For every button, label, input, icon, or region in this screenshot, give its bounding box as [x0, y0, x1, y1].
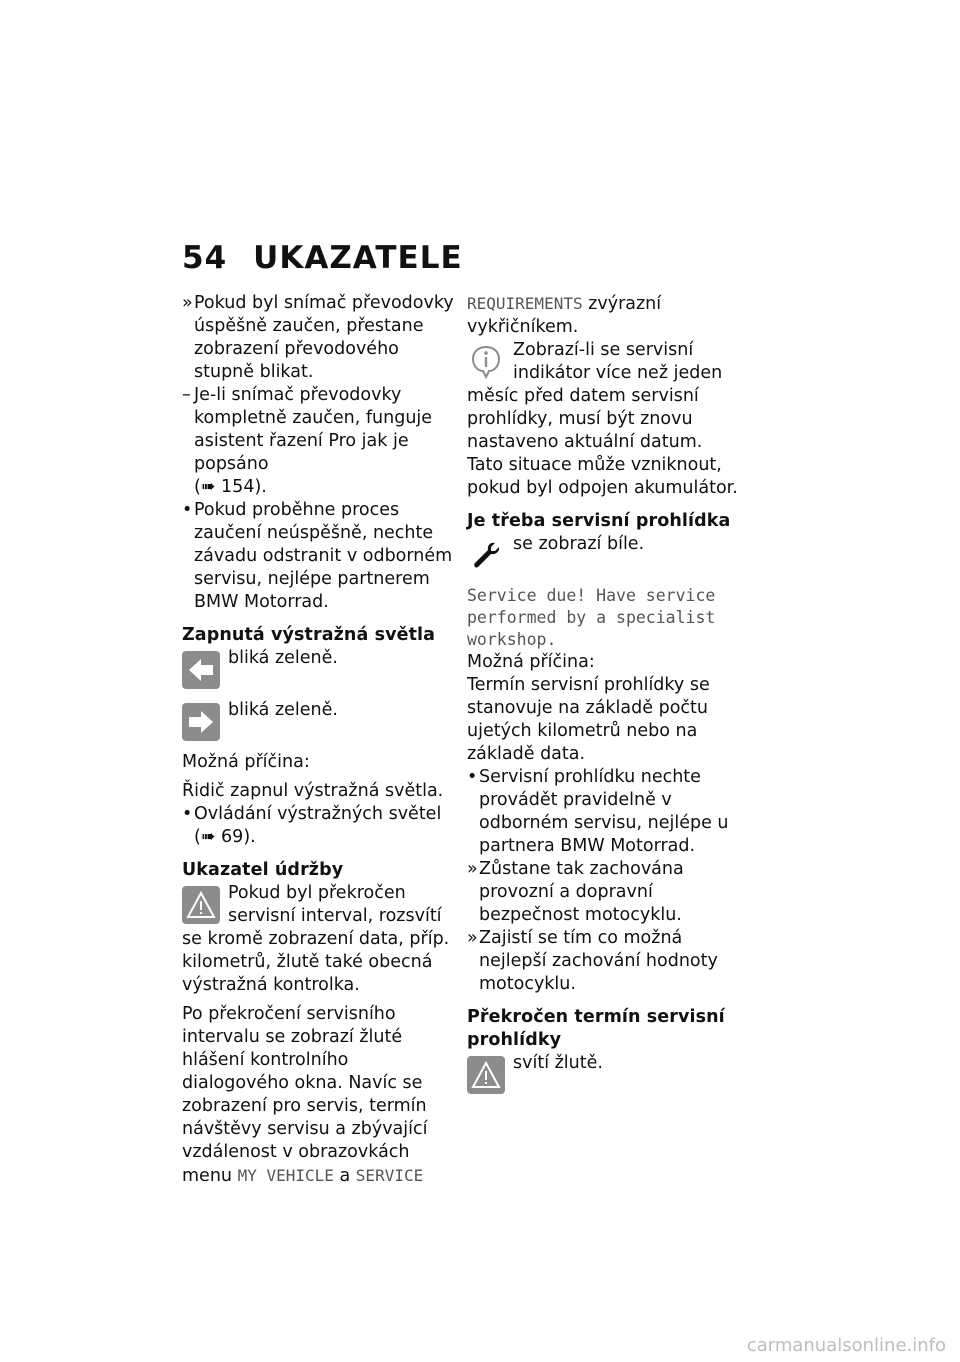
left-column [182, 292, 454, 1188]
menu-service: SERVICE [355, 1166, 424, 1185]
service-row: se zobrazí bíle. [467, 533, 739, 579]
chapter-title: UKAZATELE [253, 240, 463, 276]
hazard-heading: Zapnutá výstražná světla [182, 625, 436, 645]
cause-text: Řidič zapnul výstražná světla. [182, 781, 444, 801]
list-item: • Pokud proběhne proces zaučení neúspěšně, nechte závadu odstranit v odborném servisu, nejlépe partnerem BMW Motorrad. [182, 500, 453, 612]
cause-label: Možná příčina: [182, 752, 310, 772]
page-reference[interactable]: (➠ 154). [194, 477, 267, 497]
maintenance-paragraph: Po překročení servisního intervalu se zobrazí žluté hlášení kontrolního dialogového okna. Navíc se zobrazení pro servis, termín návštěvy servisu a zbývající vzdálenost v obrazovkách menu MY VEHICLE a SERVICE [182, 1004, 428, 1186]
info-icon [467, 343, 505, 381]
warning-triangle-icon [467, 1056, 505, 1094]
right-column [467, 292, 739, 1098]
list-item: » Zůstane tak zachována provozní a dopravní bezpečnost motocyklu. [467, 859, 684, 925]
list-item: • Servisní prohlídku nechte provádět pravidelně v odborném servisu, nejlépe u partnera BMW Motorrad. [467, 767, 729, 856]
page-number: 54 [182, 240, 228, 276]
wrench-icon [467, 537, 505, 575]
right-turn-indicator-row: bliká zeleně. [182, 699, 454, 745]
left-turn-indicator-row: bliká zeleně. [182, 647, 454, 693]
service-message: Service due! Have service performed by a specialist workshop. [467, 586, 716, 649]
maintenance-heading: Ukazatel údržby [182, 860, 344, 880]
left-arrow-icon [182, 651, 220, 689]
list-item: » Zajistí se tím co možná nejlepší zachování hodnoty motocyklu. [467, 928, 718, 994]
list-item: • Ovládání výstražných světel [182, 804, 442, 824]
info-note: Zobrazí-li se servisní indikátor více než jeden měsíc před datem servisní prohlídky, musí být znovu nastaveno aktuální datum. Tato situace může vzniknout, pokud byl odpojen akumulátor. [467, 340, 738, 498]
right-arrow-icon [182, 703, 220, 741]
overdue-heading: Překročen termín servisní prohlídky [467, 1007, 725, 1050]
cause-text: Termín servisní prohlídky se stanovuje na základě počtu ujetých kilometrů nebo na základě data. [467, 675, 710, 764]
cause-label: Možná příčina: [467, 652, 595, 672]
page-reference[interactable]: (➠ 69). [194, 827, 256, 847]
list-item: » Pokud byl snímač převodovky úspěšně zaučen, přestane zobrazení převodového stupně blikat. [182, 293, 454, 382]
page-title [182, 240, 463, 276]
maintenance-row: Pokud byl překročen servisní interval, rozsvítí se kromě zobrazení data, příp. kilometrů, žlutě také obecná výstražná kontrolka. [182, 883, 450, 995]
overdue-row: svítí žlutě. [467, 1052, 739, 1098]
watermark: carmanualsonline.info [746, 1335, 946, 1356]
warning-triangle-icon [182, 886, 220, 924]
service-heading: Je třeba servisní prohlídka [467, 511, 731, 531]
menu-my-vehicle: MY VEHICLE [237, 1166, 334, 1185]
list-item: – Je-li snímač převodovky kompletně zaučen, funguje asistent řazení Pro jak je popsáno [182, 385, 433, 474]
menu-requirements: REQUIREMENTS [467, 294, 583, 313]
requirements-paragraph: REQUIREMENTS zvýrazní vykřičníkem. [467, 294, 662, 337]
